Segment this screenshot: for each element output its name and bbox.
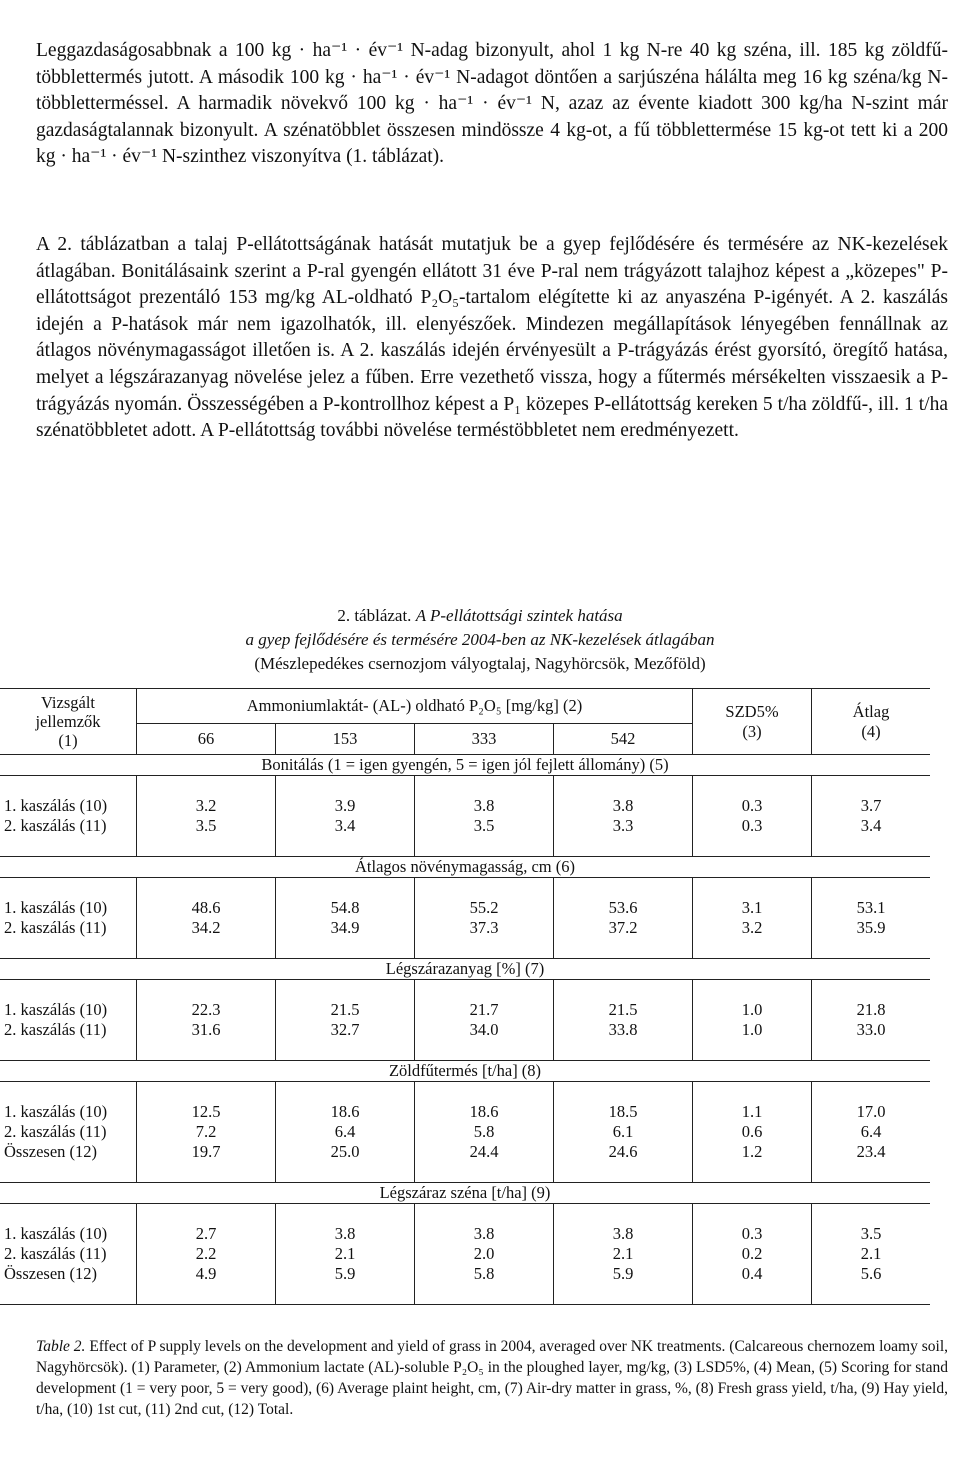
table-row [0, 1020, 930, 1040]
section-header-row [0, 1061, 930, 1082]
table-cell: 3.2 [137, 796, 276, 816]
section-header-row [0, 1183, 930, 1204]
header-lsd: SZD5% (3) [693, 689, 812, 755]
spacer-row [0, 1082, 930, 1103]
section-header-row [0, 857, 930, 878]
table-row [0, 1142, 930, 1162]
table-cell: 5.8 [415, 1264, 554, 1284]
table-cell: 6.4 [276, 1122, 415, 1142]
table-cell: 3.8 [276, 1224, 415, 1244]
table-cell: 33.0 [812, 1020, 931, 1040]
table-cell: 37.2 [554, 918, 693, 938]
table-row [0, 1122, 930, 1142]
spacer-row [0, 1284, 930, 1305]
table-cell: 5.8 [415, 1122, 554, 1142]
table-cell: 55.2 [415, 898, 554, 918]
row-label: 2. kaszálás (11) [4, 918, 107, 937]
table-row [0, 816, 930, 836]
table-cell: 37.3 [415, 918, 554, 938]
table-cell: 3.5 [415, 816, 554, 836]
table-cell: 21.7 [415, 1000, 554, 1020]
table-cell: 2.1 [812, 1244, 931, 1264]
spacer-row [0, 1040, 930, 1061]
row-label: Összesen (12) [4, 1142, 98, 1161]
table-cell: 53.6 [554, 898, 693, 918]
header-parameter: Vizsgált jellemzők (1) [0, 689, 137, 755]
table-row [0, 1224, 930, 1244]
spacer-row [0, 878, 930, 899]
table-cell: 0.2 [693, 1244, 812, 1264]
section-title: Légszárazanyag [%] (7) [0, 959, 930, 980]
table-cell: 3.7 [812, 796, 931, 816]
table-cell: 25.0 [276, 1142, 415, 1162]
table-cell: 1.2 [693, 1142, 812, 1162]
table-cell: 2.1 [554, 1244, 693, 1264]
table-cell: 7.2 [137, 1122, 276, 1142]
table-cell: 53.1 [812, 898, 931, 918]
section-header-row [0, 959, 930, 980]
table-cell: 21.8 [812, 1000, 931, 1020]
header-mean: Átlag (4) [812, 689, 931, 755]
footnote-label: Table 2. [36, 1338, 86, 1355]
table-row [0, 1000, 930, 1020]
section-title: Zöldfűtermés [t/ha] (8) [0, 1061, 930, 1082]
table-cell: 3.4 [812, 816, 931, 836]
table-row [0, 1102, 930, 1122]
table-cell: 54.8 [276, 898, 415, 918]
row-label: 2. kaszálás (11) [4, 816, 107, 835]
table-cell: 3.5 [137, 816, 276, 836]
row-label: 2. kaszálás (11) [4, 1244, 107, 1263]
table-cell: 0.6 [693, 1122, 812, 1142]
table-row [0, 898, 930, 918]
table-cell: 19.7 [137, 1142, 276, 1162]
table-cell: 3.8 [415, 1224, 554, 1244]
spacer-row [0, 1204, 930, 1225]
table-cell: 34.9 [276, 918, 415, 938]
row-label: 2. kaszálás (11) [4, 1122, 107, 1141]
spacer-row [0, 836, 930, 857]
table-cell: 24.6 [554, 1142, 693, 1162]
header-level: 66 [137, 724, 276, 755]
table-cell: 0.3 [693, 816, 812, 836]
table-cell: 5.9 [276, 1264, 415, 1284]
table-cell: 34.0 [415, 1020, 554, 1040]
caption-number: 2. táblázat. [337, 606, 412, 625]
table-row [0, 1264, 930, 1284]
table-cell: 6.1 [554, 1122, 693, 1142]
table-cell: 48.6 [137, 898, 276, 918]
section-header-row [0, 755, 930, 776]
data-table [0, 688, 930, 1305]
table-cell: 0.3 [693, 1224, 812, 1244]
row-label: 1. kaszálás (10) [4, 898, 108, 917]
table-cell: 2.0 [415, 1244, 554, 1264]
table-cell: 1.0 [693, 1000, 812, 1020]
table-cell: 22.3 [137, 1000, 276, 1020]
table-cell: 24.4 [415, 1142, 554, 1162]
spacer-row [0, 776, 930, 797]
row-label: 2. kaszálás (11) [4, 1020, 107, 1039]
table-cell: 33.8 [554, 1020, 693, 1040]
table-cell: 0.3 [693, 796, 812, 816]
table-cell: 3.8 [554, 1224, 693, 1244]
table-cell: 1.1 [693, 1102, 812, 1122]
row-label: 1. kaszálás (10) [4, 1224, 108, 1243]
table-cell: 3.2 [693, 918, 812, 938]
table-cell: 18.5 [554, 1102, 693, 1122]
english-footnote [36, 1336, 948, 1420]
table-cell: 4.9 [137, 1264, 276, 1284]
table-cell: 32.7 [276, 1020, 415, 1040]
table-cell: 2.1 [276, 1244, 415, 1264]
table-cell: 21.5 [554, 1000, 693, 1020]
spacer-row [0, 980, 930, 1001]
table-cell: 17.0 [812, 1102, 931, 1122]
header-level: 333 [415, 724, 554, 755]
table-caption [0, 604, 960, 676]
caption-title: A P-ellátottsági szintek hatása [415, 606, 623, 625]
row-label: 1. kaszálás (10) [4, 796, 108, 815]
table-cell: 35.9 [812, 918, 931, 938]
table-cell: 1.0 [693, 1020, 812, 1040]
body-paragraph-2: A 2. táblázatban a talaj P-ellátottságának hatását mutatjuk be a gyep fejlődésére és termésére az NK-kezelések átlagában. Bonitálásaink szerint a P-ral gyengén ellátott 31 éve P-ral nem trágyázott talajhoz képest a „közepes" P-ellátottságot prezentáló 153 mg/kg AL-oldható P₂O₅-tartalom elégítette ki az anyaszéna P-igényét. A 2. kaszálás idején a P-hatások már nem igazolhatók, ill. elenyészőek. Mindezen megállapítások lényegében fennállnak az átlagos növénymagasságot illetően is. A 2. kaszálás idején érvényesült a P-trágyázás érést gyorsító, öregítő hatása, melyet a légszárazanyag növelése jelez a fűben. Erre vezethető vissza, hogy a fűtermés mérsékelten visszaesik a P-trágyázás nyomán. Összességében a P-kontrollhoz képest a P₁ közepes P-ellátottság kereken 5 t/ha zöldfű-, ill. 1 t/ha szénatöbbletet adott. A P-ellátottság további növelése terméstöbbletet nem eredményezett. [36, 234, 948, 442]
header-level: 153 [276, 724, 415, 755]
section-title: Átlagos növénymagasság, cm (6) [0, 857, 930, 878]
table-cell: 3.1 [693, 898, 812, 918]
row-label: Összesen (12) [4, 1264, 98, 1283]
body-paragraph-1: Leggazdaságosabbnak a 100 kg · ha⁻¹ · év⁻¹ N-adag bizonyult, ahol 1 kg N-re 40 kg széna, ill. 185 kg zöldfű-többlettermés jutott. A második 100 kg · ha⁻¹ · év⁻¹ N-adagot döntően a sarjúszéna hálálta meg 16 kg széna/kg N-többlettermés​sel. A harmadik növekvő 100 kg · ha⁻¹ · év⁻¹ N, azaz az évente kiadott 300 kg/ha N-szint már gazdaságtalannak bizonyult. A szénatöbblet összesen mindössze 4 kg-ot, a fű többlettermése 15 kg-ot tett ki a 200 kg · ha⁻¹ · év⁻¹ N-szinthez viszonyítva (1. táblázat). [36, 40, 948, 168]
header-level: 542 [554, 724, 693, 755]
section-title: Bonitálás (1 = igen gyengén, 5 = igen jól fejlett állomány) (5) [0, 755, 930, 776]
table-cell: 5.6 [812, 1264, 931, 1284]
row-label: 1. kaszálás (10) [4, 1102, 108, 1121]
caption-location: (Mészlepedékes csernozjom vályogtalaj, Nagyhörcsök, Mezőföld) [254, 654, 706, 673]
table-cell: 2.2 [137, 1244, 276, 1264]
table-cell: 21.5 [276, 1000, 415, 1020]
table-row [0, 796, 930, 816]
table-cell: 6.4 [812, 1122, 931, 1142]
table-row [0, 918, 930, 938]
table-cell: 34.2 [137, 918, 276, 938]
table-cell: 18.6 [415, 1102, 554, 1122]
table-cell: 23.4 [812, 1142, 931, 1162]
spacer-row [0, 1162, 930, 1183]
table-cell: 3.8 [554, 796, 693, 816]
table-cell: 5.9 [554, 1264, 693, 1284]
table-cell: 0.4 [693, 1264, 812, 1284]
section-title: Légszáraz széna [t/ha] (9) [0, 1183, 930, 1204]
spacer-row [0, 938, 930, 959]
table-cell: 3.5 [812, 1224, 931, 1244]
table-cell: 18.6 [276, 1102, 415, 1122]
table-cell: 3.8 [415, 796, 554, 816]
table-row [0, 1244, 930, 1264]
table-cell: 12.5 [137, 1102, 276, 1122]
footnote-text: Effect of P supply levels on the development and yield of grass in 2004, averaged over NK treatments. (Calcareous chernozem loamy soil, Nagyhörcsök). (1) Parameter, (2) Ammonium lactate (AL)-soluble P₂O₅ in the ploughed layer, mg/kg, (3) LSD5%, (4) Mean, (5) Scoring for stand development (1 = very poor, 5 = very good), (6) Average plaint height, cm, (7) Air-dry matter in grass, %, (8) Fresh grass yield, t/ha, (9) Hay yield, t/ha, (10) 1st cut, (11) 2nd cut, (12) Total. [36, 1338, 949, 1418]
row-label: 1. kaszálás (10) [4, 1000, 108, 1019]
table-cell: 3.3 [554, 816, 693, 836]
table-cell: 3.9 [276, 796, 415, 816]
table-cell: 31.6 [137, 1020, 276, 1040]
header-al-title: Ammoniumlaktát- (AL-) oldható P₂O₅ [mg/kg] (2) [137, 689, 693, 724]
table-cell: 2.7 [137, 1224, 276, 1244]
caption-subtitle: a gyep fejlődésére és termésére 2004-ben az NK-kezelések átlagában [245, 630, 715, 649]
table-cell: 3.4 [276, 816, 415, 836]
